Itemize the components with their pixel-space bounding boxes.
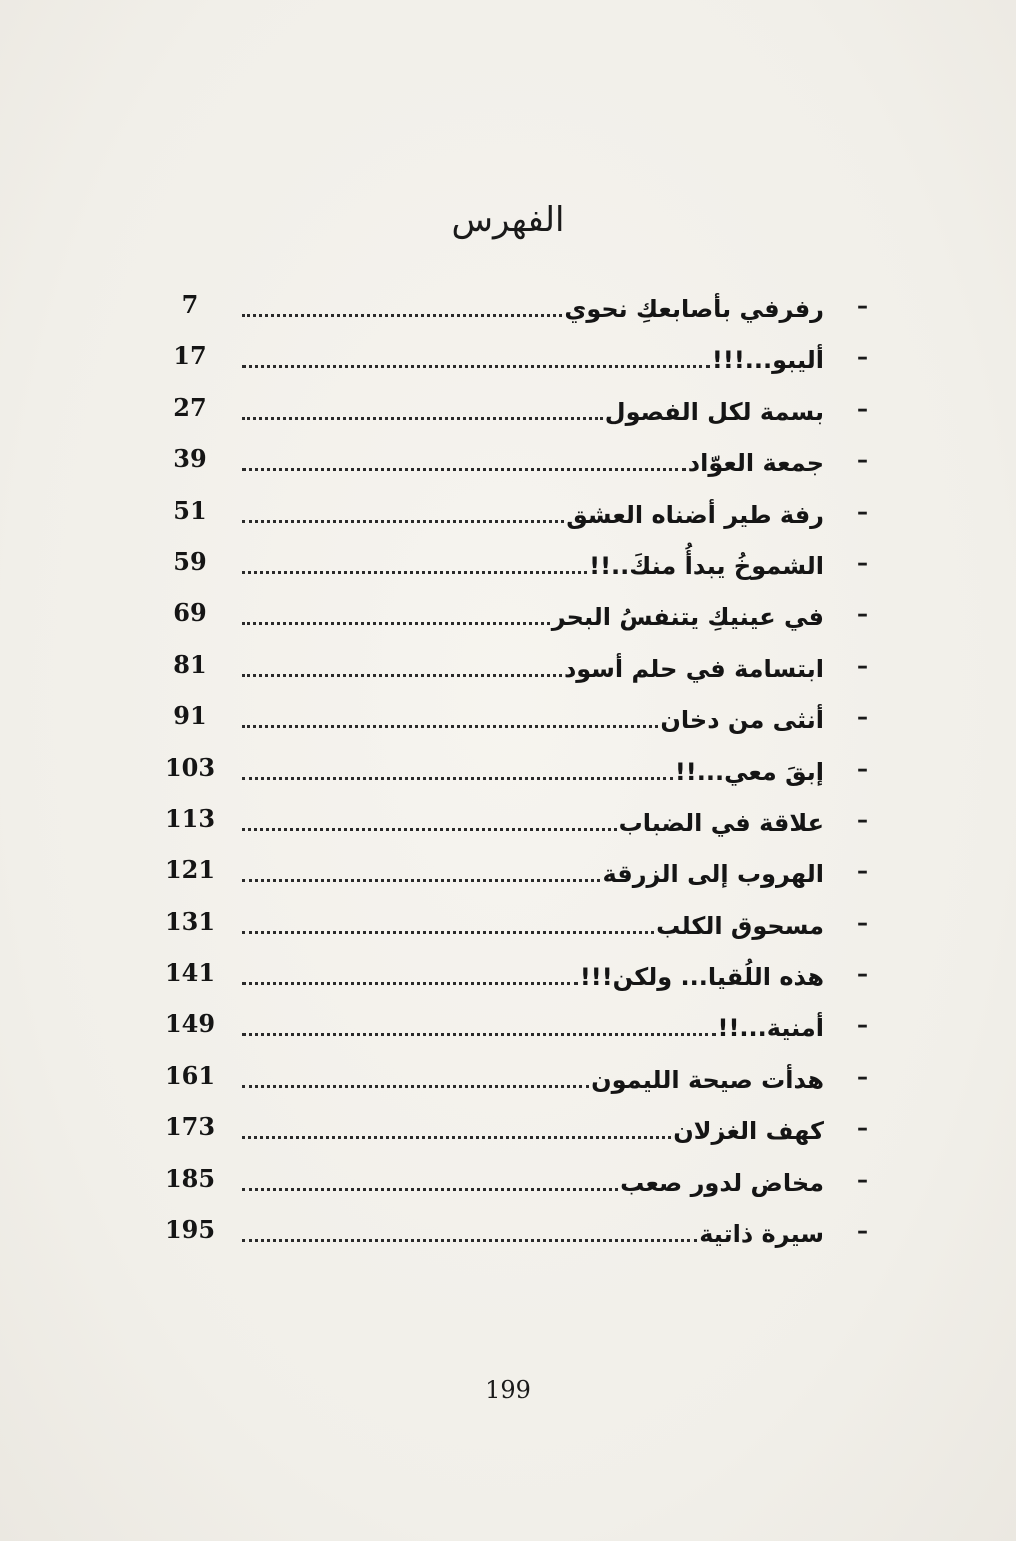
dot-leader — [242, 725, 658, 728]
toc-entry — [0, 383, 1016, 434]
toc-entry — [0, 1051, 1016, 1102]
toc-title: الشموخُ يبدأُ منكَ..!! — [589, 551, 824, 580]
toc-entry — [0, 486, 1016, 537]
toc-entry-line — [242, 903, 824, 943]
toc-title: في عينيكِ يتنفسُ البحر — [551, 603, 824, 632]
toc-dash: – — [857, 705, 868, 731]
dot-leader — [242, 1239, 697, 1242]
toc-entry — [0, 845, 1016, 896]
toc-entry-line — [242, 851, 824, 891]
toc-dash: – — [857, 294, 868, 319]
toc-dash: – — [857, 550, 868, 576]
toc-page-number: 173 — [164, 1112, 216, 1142]
toc-title: إبقَ معي...!! — [674, 757, 824, 786]
toc-title: أنثى من دخان — [660, 706, 824, 735]
dot-leader — [242, 879, 600, 882]
toc-page-number: 59 — [173, 546, 207, 576]
toc-title: جمعة العوّاد — [687, 449, 824, 478]
toc-entry-line — [242, 1057, 824, 1097]
toc-title: سيرة ذاتية — [699, 1220, 824, 1249]
toc-page-number: 131 — [164, 906, 216, 936]
toc-dash: – — [857, 345, 868, 371]
dot-leader — [242, 468, 686, 471]
toc-dash: – — [857, 653, 868, 679]
dot-leader — [242, 622, 550, 625]
toc-entry — [0, 280, 1016, 331]
dot-leader — [242, 1033, 716, 1036]
toc-entry-line — [242, 389, 824, 429]
toc-title: رفرفي بأصابعكِ نحوي — [564, 295, 824, 323]
toc-title: رفة طير أضناه العشق — [566, 500, 824, 529]
toc-entry-line — [242, 697, 824, 737]
toc-entry-line — [242, 286, 824, 326]
toc-dash: – — [857, 1167, 868, 1193]
toc-dash: – — [857, 807, 868, 833]
toc-title: هدأت صيحة الليمون — [591, 1065, 824, 1094]
toc-entry — [0, 331, 1016, 382]
toc-page-number: 69 — [173, 598, 207, 628]
dot-leader — [242, 1136, 671, 1139]
toc-title: أمنية...!! — [717, 1014, 824, 1043]
toc-page-number: 51 — [173, 495, 207, 525]
toc-page-number: 149 — [164, 1009, 216, 1039]
dot-leader — [242, 417, 603, 420]
dot-leader — [242, 365, 710, 368]
toc-title: مسحوق الكلب — [656, 911, 824, 940]
toc-title: ابتسامة في حلم أسود — [563, 654, 824, 683]
toc-entry — [0, 1154, 1016, 1205]
toc-entry — [0, 434, 1016, 485]
toc-title: بسمة لكل الفصول — [604, 397, 824, 426]
toc-page-number: 141 — [164, 958, 216, 988]
dot-leader — [242, 931, 654, 934]
toc-page-number: 91 — [173, 701, 207, 731]
toc-entry — [0, 743, 1016, 794]
toc-dash: – — [857, 602, 868, 628]
toc-entry — [0, 537, 1016, 588]
toc-entry-line — [242, 749, 824, 789]
toc-entry-line — [242, 543, 824, 583]
toc-entry — [0, 999, 1016, 1050]
toc-entry — [0, 794, 1016, 845]
toc-title: أليبو...!!! — [711, 346, 824, 375]
toc-dash: – — [857, 1219, 868, 1245]
dot-leader — [242, 674, 562, 677]
toc-page-number: 27 — [173, 392, 207, 422]
toc-entry-line — [242, 800, 824, 840]
dot-leader — [242, 1085, 589, 1088]
toc-entry-line — [242, 1211, 824, 1251]
toc-page-number: 195 — [164, 1215, 216, 1245]
toc-title: هذه اللُقيا... ولكن!!! — [579, 963, 824, 992]
toc-title: كهف الغزلان — [673, 1117, 824, 1146]
toc-dash: – — [857, 499, 868, 525]
toc-entry-line — [242, 594, 824, 634]
toc-dash: – — [857, 448, 868, 474]
toc-entry-line — [242, 440, 824, 480]
toc-dash: – — [857, 910, 868, 936]
toc-page-number: 103 — [164, 752, 216, 782]
dot-leader — [242, 828, 617, 831]
page-title: الفهرس — [451, 200, 565, 240]
toc-entry-line — [242, 646, 824, 686]
toc-dash: – — [857, 1116, 868, 1142]
toc-dash: – — [857, 1064, 868, 1090]
toc-dash: – — [857, 962, 868, 988]
dot-leader — [242, 520, 564, 523]
dot-leader — [242, 777, 673, 780]
page-number: 199 — [485, 1376, 531, 1404]
toc-page-number: 185 — [164, 1163, 216, 1193]
table-of-contents — [0, 280, 1016, 1256]
toc-page-number: 81 — [173, 649, 207, 679]
toc-entry — [0, 691, 1016, 742]
toc-entry — [0, 1205, 1016, 1256]
toc-page-number: 17 — [173, 341, 207, 371]
toc-title: مخاض لدور صعب — [620, 1168, 824, 1197]
toc-page-number: 39 — [173, 444, 207, 474]
toc-dash: – — [857, 1013, 868, 1039]
dot-leader — [242, 982, 578, 985]
toc-entry-line — [242, 1160, 824, 1200]
toc-title: الهروب إلى الزرقة — [602, 860, 824, 889]
toc-entry — [0, 897, 1016, 948]
toc-page-number: 113 — [164, 803, 216, 833]
toc-entry-line — [242, 492, 824, 532]
toc-entry — [0, 640, 1016, 691]
toc-entry-line — [242, 337, 824, 377]
toc-entry — [0, 948, 1016, 999]
dot-leader — [242, 1188, 618, 1191]
toc-entry-line — [242, 1108, 824, 1148]
toc-page-number: 161 — [164, 1060, 216, 1090]
toc-dash: – — [857, 396, 868, 422]
toc-entry — [0, 1102, 1016, 1153]
dot-leader — [242, 314, 562, 317]
toc-dash: – — [857, 756, 868, 782]
toc-entry-line — [242, 1005, 824, 1045]
toc-entry-line — [242, 954, 824, 994]
toc-page-number: 121 — [164, 855, 216, 885]
toc-entry — [0, 588, 1016, 639]
toc-title: علاقة في الضباب — [618, 808, 824, 837]
dot-leader — [242, 571, 587, 574]
toc-page-number: 7 — [181, 290, 199, 319]
toc-dash: – — [857, 859, 868, 885]
